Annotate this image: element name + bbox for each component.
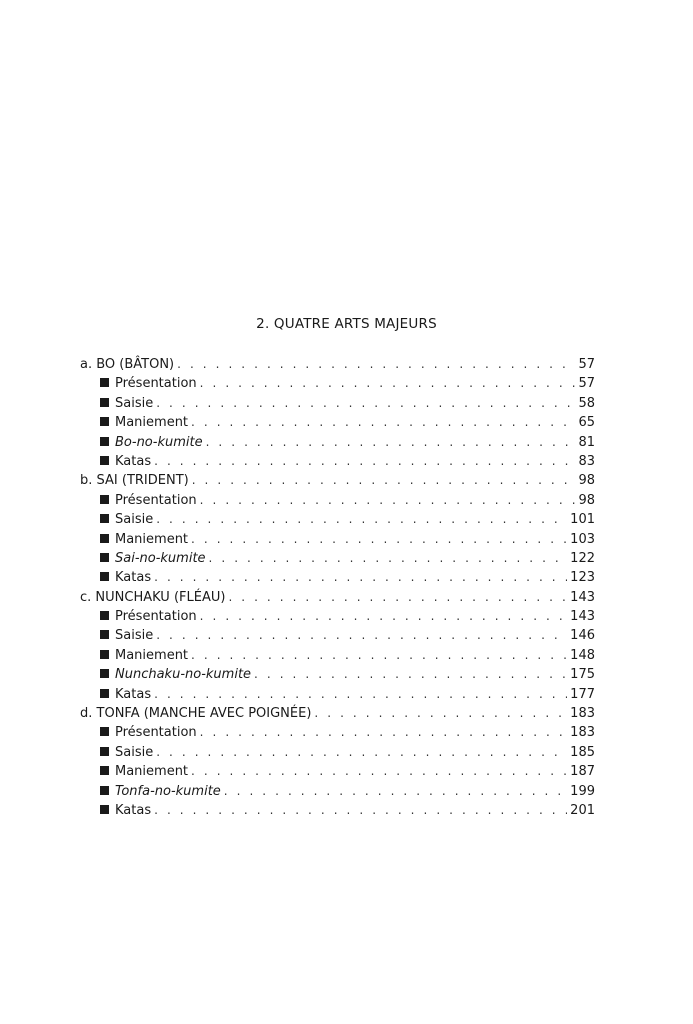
toc-item[interactable] <box>80 743 595 762</box>
dot-leader <box>209 549 568 568</box>
square-bullet-icon <box>100 669 109 678</box>
toc-item[interactable] <box>80 685 595 704</box>
toc-page-number: 57 <box>578 376 595 392</box>
dot-leader <box>156 626 567 645</box>
toc-item[interactable] <box>80 530 595 549</box>
toc-page-number: 183 <box>570 725 595 741</box>
toc-item-label: Maniement <box>115 531 189 547</box>
toc-item-label: Présentation <box>115 376 197 392</box>
toc-item-label: Maniement <box>115 647 189 663</box>
dot-leader <box>254 665 567 684</box>
dot-leader <box>191 413 575 432</box>
toc-item[interactable] <box>80 510 595 529</box>
toc-item-label: Saisie <box>115 395 154 411</box>
toc-section-nunchaku[interactable] <box>80 588 595 607</box>
square-bullet-icon <box>100 378 109 387</box>
toc-page-number: 123 <box>570 570 595 586</box>
square-bullet-icon <box>100 630 109 639</box>
toc-page-number: 98 <box>578 492 595 508</box>
toc-item-label: Tonfa-no-kumite <box>115 783 221 799</box>
toc-page-number: 146 <box>570 628 595 644</box>
square-bullet-icon <box>100 398 109 407</box>
toc-page-number: 58 <box>578 395 595 411</box>
square-bullet-icon <box>100 611 109 620</box>
toc-item-label: Saisie <box>115 628 154 644</box>
toc-page-number: 122 <box>570 550 595 566</box>
toc-page-number: 148 <box>570 647 595 663</box>
toc-item-label: Présentation <box>115 609 197 625</box>
square-bullet-icon <box>100 456 109 465</box>
square-bullet-icon <box>100 553 109 562</box>
toc-item[interactable] <box>80 452 595 471</box>
dot-leader <box>191 646 567 665</box>
toc-item[interactable] <box>80 491 595 510</box>
toc-item[interactable] <box>80 782 595 801</box>
toc-page-number: 81 <box>578 434 595 450</box>
toc-item[interactable] <box>80 394 595 413</box>
toc-page-number: 199 <box>570 783 595 799</box>
toc-item[interactable] <box>80 762 595 781</box>
dot-leader <box>224 782 567 801</box>
toc-item[interactable] <box>80 413 595 432</box>
dot-leader <box>156 394 575 413</box>
toc-page-number: 83 <box>578 453 595 469</box>
toc-item[interactable] <box>80 549 595 568</box>
dot-leader <box>228 588 567 607</box>
toc-item[interactable] <box>80 801 595 820</box>
toc-item-label: Saisie <box>115 512 154 528</box>
toc-item-label: Présentation <box>115 725 197 741</box>
square-bullet-icon <box>100 786 109 795</box>
toc-section-label: d. TONFA (MANCHE AVEC POIGNÉE) <box>80 706 312 722</box>
toc-item[interactable] <box>80 723 595 742</box>
toc-section-bo[interactable] <box>80 355 595 374</box>
toc-section-tonfa[interactable] <box>80 704 595 723</box>
toc-page-number: 103 <box>570 531 595 547</box>
toc-item[interactable] <box>80 607 595 626</box>
toc-page-number: 98 <box>578 473 595 489</box>
toc-item-label: Maniement <box>115 764 189 780</box>
toc-item-label: Katas <box>115 453 152 469</box>
toc-page-number: 183 <box>570 706 595 722</box>
toc-section-label: c. NUNCHAKU (FLÉAU) <box>80 589 226 605</box>
toc-item-label: Katas <box>115 570 152 586</box>
toc-page-number: 57 <box>578 357 595 372</box>
dot-leader <box>200 723 568 742</box>
dot-leader <box>177 355 575 374</box>
dot-leader <box>191 762 567 781</box>
toc-item-label: Bo-no-kumite <box>115 434 203 450</box>
dot-leader <box>156 743 567 762</box>
dot-leader <box>154 452 575 471</box>
dot-leader <box>200 491 576 510</box>
toc-item[interactable] <box>80 626 595 645</box>
square-bullet-icon <box>100 437 109 446</box>
square-bullet-icon <box>100 689 109 698</box>
toc-item-label: Katas <box>115 686 152 702</box>
toc-item-label: Nunchaku-no-kumite <box>115 667 252 683</box>
toc-page-number: 187 <box>570 764 595 780</box>
table-of-contents <box>80 355 595 820</box>
toc-section-label: a. BO (BÂTON) <box>80 357 175 372</box>
toc-page-number: 177 <box>570 686 595 702</box>
toc-item[interactable] <box>80 568 595 587</box>
square-bullet-icon <box>100 417 109 426</box>
page-title: 2. QUATRE ARTS MAJEURS <box>256 316 437 332</box>
dot-leader <box>156 510 567 529</box>
dot-leader <box>200 374 576 393</box>
square-bullet-icon <box>100 650 109 659</box>
toc-item[interactable] <box>80 433 595 452</box>
toc-item-label: Saisie <box>115 744 154 760</box>
toc-page-number: 65 <box>578 415 595 431</box>
toc-page-number: 185 <box>570 744 595 760</box>
toc-item[interactable] <box>80 374 595 393</box>
dot-leader <box>191 530 567 549</box>
toc-item-label: Maniement <box>115 415 189 431</box>
toc-item-label: Sai-no-kumite <box>115 550 206 566</box>
toc-page-number: 101 <box>570 512 595 528</box>
toc-item-label: Présentation <box>115 492 197 508</box>
dot-leader <box>154 685 567 704</box>
toc-section-label: b. SAI (TRIDENT) <box>80 473 189 489</box>
square-bullet-icon <box>100 572 109 581</box>
toc-page-number: 175 <box>570 667 595 683</box>
dot-leader <box>200 607 568 626</box>
square-bullet-icon <box>100 747 109 756</box>
square-bullet-icon <box>100 727 109 736</box>
square-bullet-icon <box>100 534 109 543</box>
toc-page-number: 143 <box>570 589 595 605</box>
toc-item[interactable] <box>80 646 595 665</box>
toc-page-number: 143 <box>570 609 595 625</box>
toc-page-number: 201 <box>570 802 595 818</box>
toc-item-label: Katas <box>115 802 152 818</box>
dot-leader <box>206 433 576 452</box>
toc-item[interactable] <box>80 665 595 684</box>
dot-leader <box>154 568 567 587</box>
square-bullet-icon <box>100 495 109 504</box>
square-bullet-icon <box>100 805 109 814</box>
square-bullet-icon <box>100 766 109 775</box>
toc-section-sai[interactable] <box>80 471 595 490</box>
square-bullet-icon <box>100 514 109 523</box>
dot-leader <box>192 471 576 490</box>
dot-leader <box>154 801 567 820</box>
dot-leader <box>314 704 567 723</box>
